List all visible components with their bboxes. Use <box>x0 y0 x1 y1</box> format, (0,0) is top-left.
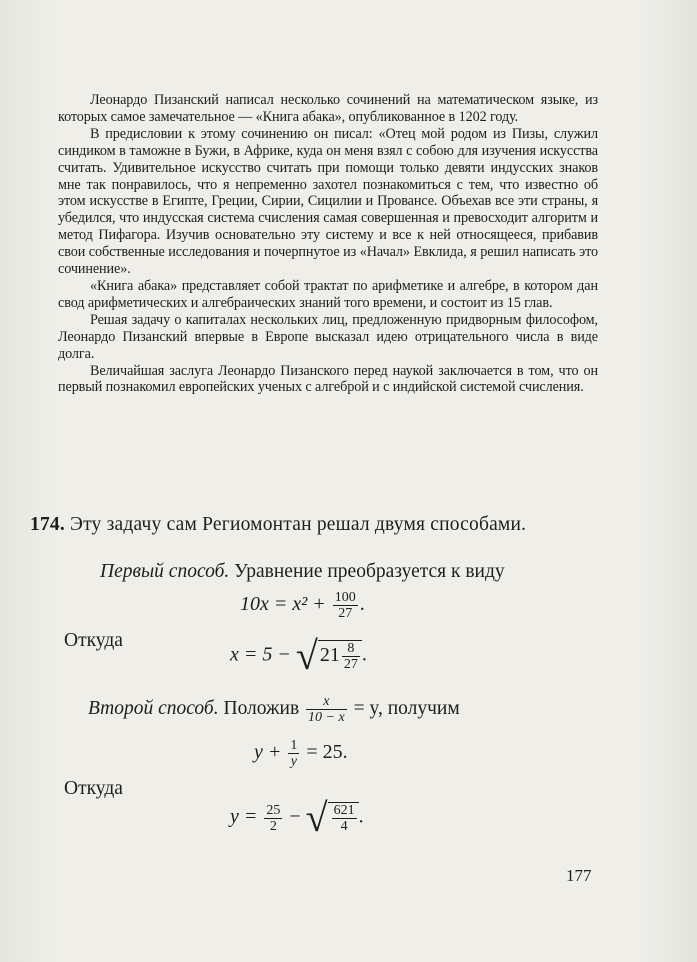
method1-text: Уравнение преобразуется к виду <box>234 561 505 582</box>
problem-text: Эту задачу сам Региомонтан решал двумя способами. <box>70 514 527 535</box>
numerator: 25 <box>266 802 281 818</box>
equation-3-right: = 25. <box>306 741 348 764</box>
fraction-100-27 <box>333 590 358 621</box>
denominator: 10 − x <box>308 710 345 725</box>
method2-text: Положив <box>223 697 300 719</box>
whence-label-2: Откуда <box>64 778 123 799</box>
equation-2-left: x = 5 − <box>230 643 291 666</box>
method2-result-text: = y, получим <box>353 697 460 719</box>
method1-line <box>100 560 600 583</box>
equation-1-left: 10x = x² + <box>240 593 326 616</box>
numerator: 8 <box>342 641 360 657</box>
numerator: 100 <box>334 590 356 605</box>
problem-number: 174. <box>30 514 65 535</box>
equation-4-left: y = <box>230 805 258 828</box>
denominator: 4 <box>340 819 348 834</box>
method1-label: Первый способ. <box>100 561 230 582</box>
numerator: 1 <box>290 738 298 753</box>
fraction-1-y <box>288 738 299 769</box>
fraction-621-4 <box>332 803 357 834</box>
equation-3-left: y + <box>254 741 282 764</box>
paragraph-5: Величайшая заслуга Леонардо Пизанского перед наукой заключается в том, что он первый познакомил европейских ученых с алгеброй и с индийской системой счисления. <box>58 362 598 396</box>
denominator: y <box>290 754 297 769</box>
radical-icon: √ <box>295 633 318 678</box>
radical-body <box>328 802 359 834</box>
mixed-integer: 21 <box>319 644 340 667</box>
method2-line <box>88 694 460 725</box>
equation-1: 10x = x² + $\frac{100}{27}$ . <box>240 590 365 621</box>
whence-label-1: Откуда <box>64 630 123 651</box>
denominator: 2 <box>269 818 277 834</box>
denominator: 27 <box>338 606 353 621</box>
paragraph-1: Леонардо Пизанский написал несколько сочинений на математическом языке, из которых самое замечательное — «Книга абака», опубликованное в 1202 году. <box>58 92 598 125</box>
page-number: 177 <box>566 866 592 885</box>
fraction-25-2 <box>264 803 282 834</box>
numerator: 621 <box>333 803 355 818</box>
problem-statement <box>30 513 600 536</box>
radical-icon: √ <box>305 795 328 840</box>
paragraph-4: Решая задачу о капиталах нескольких лиц, предложенную придворным философом, Леонардо Пизанский впервые в Европе высказал идею отрицательного числа в виде долга. <box>58 311 598 362</box>
numerator: x <box>306 694 347 710</box>
denominator: 27 <box>343 657 358 672</box>
paragraph-2: В предисловии к этому сочинению он писал: «Отец мой родом из Пизы, служил синдиком в таможне в Бужи, в Африке, куда он меня взял с собою для изучения искусства считать. Удивительное искусство считать при помощи только девяти индусских знаков мне так понравилось, что я непременно захотел познакомиться с тем, что известно об этом искусстве в Египте, Греции, Сирии, Сицилии и Провансе. Объехав все эти страны, я убедился, что индусская система счисления самая совершенная и превосходит алгоритм и метод Пифагора. Изучив основательно эту систему и все к ней относящееся, прибавив свои собственные исследования и почерпнутое из «Начал» Евклида, я решил написать это сочинение». <box>58 125 598 278</box>
paragraph-3: «Книга абака» представляет собой трактат по арифметике и алгебре, в котором дан свод арифметических и алгебраических знаний того времени, и состоит из 15 глав. <box>58 277 598 311</box>
radical-body <box>318 640 362 672</box>
fraction-8-27 <box>342 641 360 672</box>
history-text <box>58 92 598 396</box>
fraction-substitution <box>306 694 347 725</box>
equation-4: y = $\frac{25}{2}$ − √ $\frac{621}{4}$ . <box>230 795 364 840</box>
equation-3 <box>254 738 348 769</box>
equation-2: x = 5 − √ 21 $\frac{8}{27}$ . <box>230 633 367 678</box>
method2-label: Второй способ. <box>88 697 219 719</box>
minus-sign: − <box>289 805 301 828</box>
